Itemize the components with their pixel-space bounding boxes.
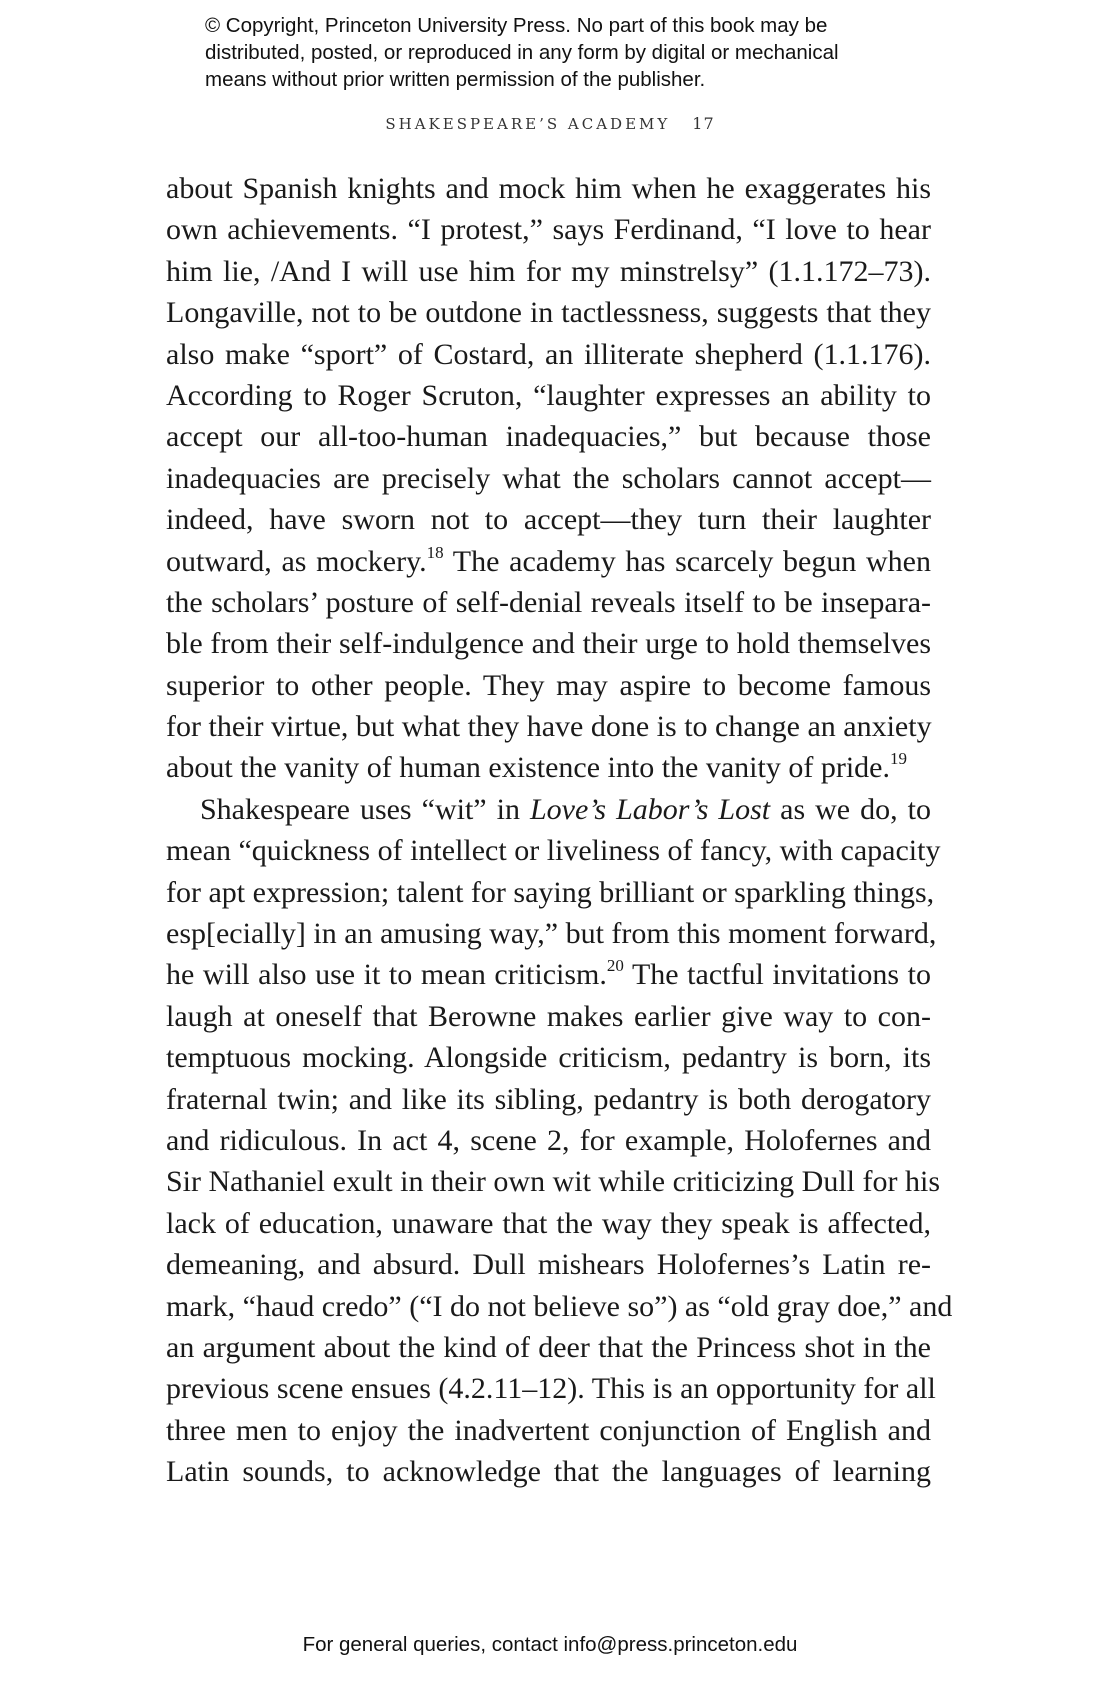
italic-title: Love’s Labor’s Lost	[529, 792, 771, 826]
text-line: temptuous mocking. Alongside criticism, pedantry is born, its	[166, 1041, 931, 1075]
footnote-marker-20: 20	[606, 956, 624, 976]
text-line	[166, 747, 931, 788]
text-line: him lie, /And I will use him for my minstrelsy” (1.1.172–73).	[166, 254, 931, 288]
text-line: mark, “haud credo” (“I do not believe so”) as “old gray doe,” and	[166, 1289, 953, 1323]
footnote-marker-19: 19	[889, 749, 907, 769]
page-number: 17	[692, 114, 715, 133]
running-head	[0, 114, 1100, 133]
text-line: laugh at oneself that Berowne makes earlier give way to con-	[166, 999, 931, 1033]
text-line: and ridiculous. In act 4, scene 2, for example, Holofernes and	[166, 1123, 931, 1157]
text-segment: Shakespeare uses “wit” in	[200, 792, 530, 826]
text-segment: outward, as mockery.	[166, 544, 427, 578]
text-line: for apt expression; talent for saying brilliant or sparkling things,	[166, 875, 935, 909]
text-segment: about the vanity of human existence into the vanity of pride.	[166, 751, 890, 785]
text-line: three men to enjoy the inadvertent conjunction of English and	[166, 1413, 931, 1447]
text-line: lack of education, unaware that the way they speak is affected,	[166, 1206, 931, 1240]
copyright-notice	[205, 12, 965, 93]
paragraph-start-line	[166, 789, 931, 830]
text-line: previous scene ensues (4.2.11–12). This is an opportunity for all	[166, 1372, 936, 1406]
text-segment: he will also use it to mean criticism.	[166, 958, 607, 992]
text-segment: The tactful invitations to	[623, 958, 931, 992]
text-line: for their virtue, but what they have done is to change an anxiety	[166, 710, 932, 744]
text-line: superior to other people. They may aspire to become famous	[166, 668, 931, 702]
text-line: ble from their self-indulgence and their urge to hold themselves	[166, 627, 931, 661]
body-text	[166, 168, 953, 1493]
text-line: about Spanish knights and mock him when he exaggerates his	[166, 172, 931, 205]
text-line	[166, 954, 931, 995]
text-line: Sir Nathaniel exult in their own wit while criticizing Dull for his	[166, 1165, 941, 1199]
copyright-line: © Copyright, Princeton University Press. No part of this book may be	[205, 14, 828, 37]
footnote-marker-18: 18	[426, 542, 444, 562]
running-head-title: SHAKESPEARE’S ACADEMY	[385, 115, 671, 133]
footer-contact: For general queries, contact info@press.princeton.edu	[302, 1633, 798, 1656]
copyright-line: distributed, posted, or reproduced in any form by digital or mechanical	[205, 41, 839, 64]
text-line: also make “sport” of Costard, an illiterate shepherd (1.1.176).	[166, 337, 931, 371]
text-segment: The academy has scarcely begun when	[443, 544, 931, 578]
text-segment: as we do, to	[770, 792, 931, 826]
text-line: inadequacies are precisely what the scholars cannot accept—	[166, 461, 931, 495]
copyright-line: means without prior written permission of the publisher.	[205, 68, 706, 91]
text-line: demeaning, and absurd. Dull mishears Holofernes’s Latin re-	[166, 1248, 931, 1282]
text-line: an argument about the kind of deer that the Princess shot in the	[166, 1330, 931, 1364]
text-line: esp[ecially] in an amusing way,” but from this moment forward,	[166, 917, 937, 951]
text-line: Latin sounds, to acknowledge that the languages of learning	[166, 1455, 931, 1489]
text-line: Longaville, not to be outdone in tactlessness, suggests that they	[166, 296, 931, 330]
text-line: According to Roger Scruton, “laughter expresses an ability to	[166, 378, 931, 412]
text-line: fraternal twin; and like its sibling, pedantry is both derogatory	[166, 1082, 931, 1116]
text-line	[166, 541, 931, 582]
text-line: mean “quickness of intellect or liveliness of fancy, with capacity	[166, 834, 941, 868]
text-line: the scholars’ posture of self-denial reveals itself to be insepara-	[166, 585, 931, 619]
text-line: indeed, have sworn not to accept—they turn their laughter	[166, 503, 931, 537]
text-line: accept our all-too-human inadequacies,” but because those	[166, 420, 931, 454]
text-line: own achievements. “I protest,” says Ferdinand, “I love to hear	[166, 213, 931, 247]
